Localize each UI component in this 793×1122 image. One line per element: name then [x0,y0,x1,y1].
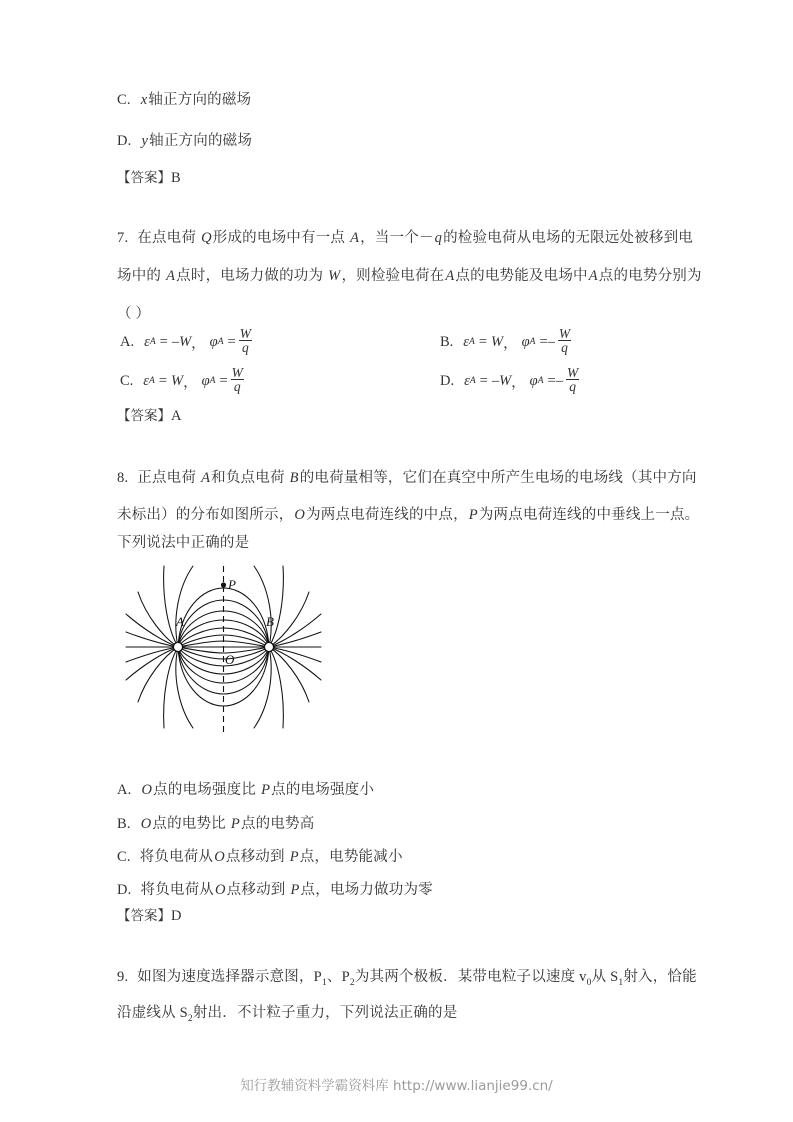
prev-option-c-text: 轴正方向的磁场 [148,92,252,108]
q8-stem-line-3: 下列说法中正确的是 [117,535,250,551]
q8-option-d-text-1: 点移动到 [226,882,286,898]
q8-answer-value: D [171,908,182,924]
prev-option-d-var: y [141,133,149,149]
q7-option-d [440,367,582,395]
charge-a-marker [173,642,182,651]
q7-option-d-label: D. [440,372,455,389]
q8-option-c-text-2: 点，电势能减小 [299,849,403,865]
q9-slit-1-subscript: 1 [618,977,624,988]
figure-label-p: P [228,577,236,592]
q9-line2-b: 射出．不计粒子重力，下列说法正确的是 [192,1005,458,1021]
q7-option-c-energy-symbol: ε [143,372,150,389]
q8-option-a-text-1: 点的电场强度比 [153,782,257,798]
q8-option-d-text-2: 点，电场力做功为零 [300,882,433,898]
q9-stem-line-1 [117,967,697,993]
q7-option-c-potential-eq: = [219,372,228,389]
q8-option-b-label: B. [117,816,131,832]
q7-option-d-energy-subscript: A [469,376,476,386]
q9-line1-e: 射入，恰能 [623,969,697,985]
q8-option-c-prefix: 将负电荷从 [139,849,214,865]
q8-charge-a-symbol: A [201,470,211,486]
q7-option-c-fraction [229,366,246,394]
q7-option-a-label: A. [120,333,135,350]
q8-stem-line-2 [117,505,699,525]
q7-option-b-energy-subscript: A [469,337,475,347]
q8-point-p-symbol: P [468,507,478,523]
q7-stem2-e: 点的电势分别为 [598,268,702,284]
q7-option-a-energy-symbol: ε [144,333,150,350]
q9-line2-a: 沿虚线从 S [117,1005,188,1021]
q7-option-a-fraction [237,327,254,355]
figure-label-o: O [225,652,235,667]
q7-stem-b: 形成的电场中有一点 [212,230,346,246]
q7-charge-q-symbol: q [434,230,443,246]
q7-option-a-comma: ， [191,335,206,352]
q7-option-c-numerator: W [231,365,243,380]
q7-stem-line-3: （ ） [117,306,151,322]
q7-option-b [440,328,574,356]
q8-option-a-point-2: P [261,782,271,798]
q8-answer [117,904,181,925]
q7-option-a-energy-subscript: A [149,337,156,347]
q8-option-b-text-2: 点的电势高 [240,816,315,832]
q9-plate-1-subscript: 1 [321,977,327,988]
q7-option-d-potential-sign: – [555,372,563,389]
q7-option-c-label: C. [120,372,134,389]
q8-stem2-a: 未标出）的分布如图所示， [117,507,294,523]
q8-option-c-label: C. [117,849,131,865]
q8-stem-a: 正点电荷 [137,470,197,486]
q7-point-a-symbol-3: A [445,268,455,284]
q8-option-c-point-1: O [214,849,225,865]
q7-option-c-potential-symbol: φ [201,372,210,389]
q9-line1-c: 为其两个极板．某带电粒子以速度 v [354,969,587,985]
q8-stem2-c: 为两点电荷连线的中垂线上一点。 [478,507,700,523]
q7-option-d-energy-symbol: ε [464,372,470,389]
q8-option-d [117,880,433,900]
prev-option-c [117,90,251,110]
prev-answer [117,166,181,187]
q7-option-b-potential-subscript: A [529,337,536,347]
q7-option-b-numerator: W [558,326,571,341]
q8-option-d-point-1: O [215,882,226,898]
prev-option-c-var: x [140,92,148,108]
q8-option-c-point-2: P [289,849,299,865]
q8-charge-b-symbol: B [289,470,299,486]
q7-stem-line-1 [117,228,693,248]
q7-option-c-energy-subscript: A [149,376,155,386]
q7-option-a-energy-value: –W [171,333,192,350]
q9-velocity-subscript: 0 [586,977,592,988]
q7-stem-line-2 [117,266,702,286]
q7-option-c-potential-subscript: A [209,376,216,386]
q9-plate-2-subscript: 2 [349,977,355,988]
q9-slit-2-subscript: 2 [187,1013,193,1024]
q7-stem-a: 在点电荷 [137,230,197,246]
q7-stem2-a: 场中的 [117,268,162,284]
q7-point-a-symbol-2: A [166,268,176,284]
q7-option-d-potential-subscript: A [537,376,544,386]
q8-option-a-point-1: O [141,782,153,798]
q7-option-b-comma: ， [503,335,518,352]
q9-number: 9. [117,969,129,985]
q7-option-a-potential-eq: = [227,333,236,350]
q7-option-a-numerator: W [239,326,251,341]
q8-option-d-point-2: P [290,882,300,898]
charge-b-marker [264,642,273,651]
q7-option-b-energy-eq: = [478,333,488,350]
q7-stem2-b: 点时，电场力做的功为 [176,268,324,284]
q7-option-b-energy-symbol: ε [463,333,470,350]
q7-option-b-label: B. [440,333,454,350]
q7-answer [117,404,181,425]
q8-midpoint-symbol: O [294,507,306,523]
q9-line1-b: 、P [326,969,350,985]
q8-stem-c: 的电荷量相等，它们在真空中所产生电场的电场线（其中方向 [299,470,697,486]
q8-option-b-text-1: 点的电势比 [152,816,226,832]
q8-option-a-label: A. [117,782,132,798]
q7-point-a-symbol: A [350,230,360,246]
q9-line1-d: 从 S [591,969,619,985]
q7-option-a-energy-eq: = [159,333,168,350]
q8-option-c-text-1: 点移动到 [225,849,285,865]
q7-option-c [120,367,247,395]
q7-option-c-comma: ， [183,374,198,391]
q7-option-c-energy-eq: = [158,372,168,389]
q7-stem-d: 的检验电荷从电场的无限远处被移到电 [443,230,693,246]
q7-option-c-denominator: q [231,379,244,394]
q8-option-b [117,814,314,834]
electric-dipole-svg [124,558,334,743]
q7-option-b-potential-sign: – [547,333,555,350]
prev-option-d-text: 轴正方向的磁场 [149,133,253,149]
q7-option-d-comma: ， [511,374,526,391]
figure-label-a: A [176,614,184,629]
q7-answer-value: A [171,408,182,424]
q7-option-b-energy-value: W [491,333,504,350]
q7-option-c-energy-value: W [171,372,184,389]
q7-option-d-energy-value: –W [491,372,512,389]
q7-option-a-potential-symbol: φ [209,333,218,350]
q7-stem-c: ，当一个－ [360,230,434,246]
q7-option-d-energy-eq: = [479,372,488,389]
q8-stem-b: 和负点电荷 [211,470,285,486]
q8-number: 8. [117,470,129,486]
q7-work-symbol: W [328,268,341,284]
q8-option-d-label: D. [117,882,132,898]
q7-option-a-potential-subscript: A [217,337,224,347]
q7-option-b-potential-symbol: φ [521,333,530,350]
prev-option-d [117,131,252,151]
prev-answer-marker: 【答案】 [117,170,171,186]
q9-stem-line-2 [117,1003,457,1029]
q7-option-b-potential-eq: = [539,333,548,350]
q7-stem2-c: ，则检验电荷在 [341,268,445,284]
q7-option-d-numerator: W [566,365,579,380]
q8-option-a-text-2: 点的电场强度小 [271,782,375,798]
q9-line1-a: 如图为速度选择器示意图，P [137,969,322,985]
point-p-marker [221,582,226,587]
watermark-text: 知行教辅资料学霸资料库 http://www.lianjie99.cn/ [240,1078,553,1094]
prev-option-c-label: C. [117,92,131,108]
q7-option-b-fraction [556,327,573,355]
q8-option-b-point-1: O [140,816,152,832]
q7-option-a-denominator: q [239,340,252,355]
q8-stem2-b: 为两点电荷连线的中点， [306,507,468,523]
q7-stem2-d: 点的电势能及电场中 [455,268,588,284]
q7-point-a-symbol-4: A [588,268,598,284]
q8-figure-electric-field-lines [124,558,334,748]
q7-option-d-denominator: q [566,379,579,394]
prev-option-d-label: D. [117,133,132,149]
q7-answer-marker: 【答案】 [117,408,171,424]
q8-answer-marker: 【答案】 [117,908,171,924]
q8-option-b-point-2: P [230,816,240,832]
q7-option-d-potential-symbol: φ [529,372,538,389]
figure-label-b: B [266,614,274,629]
prev-answer-value: B [171,170,181,186]
q8-option-a [117,780,374,800]
q8-option-d-prefix: 将负电荷从 [140,882,214,898]
q7-option-d-potential-eq: = [547,372,556,389]
q8-option-c [117,847,403,867]
q7-option-b-denominator: q [558,340,571,355]
q7-option-a [120,328,255,356]
q7-number: 7. [117,230,129,246]
q7-charge-symbol: Q [201,230,212,246]
q8-stem-line-1 [117,468,697,488]
q7-option-d-fraction [564,366,581,394]
